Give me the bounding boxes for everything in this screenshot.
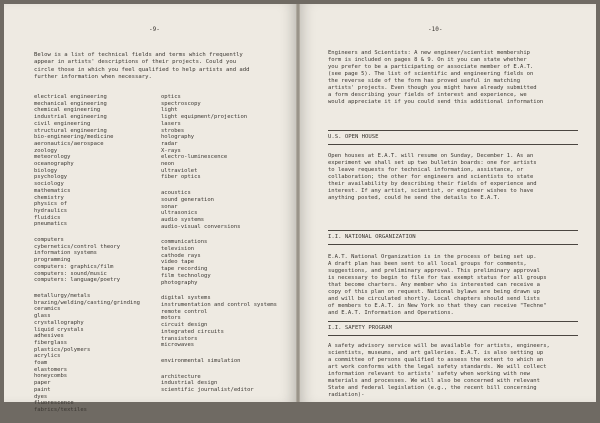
right-page (300, 4, 596, 402)
field-item[interactable]: biology (34, 167, 58, 174)
field-item[interactable]: bio-engineering/medicine (34, 134, 114, 141)
section-body: A safety advisory service will be available for artists, engineers, scientists, museums, and art galleries. E.A.T. is also setting up a committee of persons qualified to assess the extent to which an art work conforms with the legal safety standards. We will collect information relevant to artists' safety when working with new materials and processes. We will also be concerned with relevant State and federal legislation (e.g., the recent bill concerning radiation)- (328, 343, 550, 398)
field-item[interactable]: programming (34, 257, 71, 264)
field-item[interactable]: radar (161, 140, 178, 147)
field-item[interactable]: meteorology (34, 154, 71, 161)
field-item[interactable]: video tape (161, 259, 195, 266)
field-item[interactable]: film technology (161, 272, 211, 279)
field-item[interactable]: photography (161, 279, 198, 286)
field-item[interactable]: elastomers (34, 366, 68, 373)
field-group (161, 190, 286, 230)
section-divider (328, 335, 578, 336)
field-item[interactable]: acrylics (34, 353, 61, 360)
field-group (34, 293, 159, 414)
field-item[interactable]: electro-luminescence (161, 154, 228, 161)
field-item[interactable]: strobes (161, 127, 185, 134)
field-group (161, 239, 286, 286)
field-item[interactable]: spectroscopy (161, 100, 201, 107)
field-item[interactable]: architecture (161, 373, 201, 380)
field-item[interactable]: structural engineering (34, 127, 107, 134)
field-group (161, 94, 286, 181)
field-item[interactable]: television (161, 246, 195, 253)
section-title: I.I. SAFETY PROGRAM (328, 325, 392, 331)
section-divider (328, 230, 578, 231)
field-item[interactable]: dyes (34, 393, 48, 400)
field-item[interactable]: digital systems (161, 295, 211, 302)
field-item[interactable]: sonar (161, 203, 178, 210)
field-item[interactable]: optics (161, 94, 181, 100)
field-item[interactable]: integrated circuits (161, 328, 224, 335)
fields-column-2 (161, 94, 286, 403)
page-number: -10- (428, 26, 443, 33)
field-item[interactable]: paint (34, 386, 51, 393)
field-item[interactable]: computers: graphics/film (34, 263, 114, 270)
field-item[interactable]: psychology (34, 174, 68, 181)
field-item[interactable]: glass (34, 313, 51, 320)
field-item[interactable]: electrical engineering (34, 94, 107, 100)
field-item[interactable]: microwaves (161, 342, 195, 349)
field-item[interactable]: honeycombs (34, 373, 68, 380)
field-item[interactable]: foam (34, 360, 48, 367)
field-item[interactable]: fiberglass (34, 339, 68, 346)
field-item[interactable]: mathematics (34, 187, 71, 194)
field-item[interactable]: audio-visual conversions (161, 223, 241, 230)
field-item[interactable]: circuit design (161, 322, 208, 329)
field-item[interactable]: industrial engineering (34, 114, 107, 121)
field-item[interactable]: ceramics (34, 306, 61, 313)
field-item[interactable]: mechanical engineering (34, 100, 107, 107)
field-item[interactable]: chemistry (34, 194, 64, 201)
field-item[interactable]: computers: language/poetry (34, 277, 121, 284)
field-item[interactable]: remote control (161, 308, 208, 315)
field-item[interactable]: ultraviolet (161, 167, 198, 174)
field-group (34, 237, 159, 284)
section-divider (328, 144, 578, 145)
field-item[interactable]: metallurgy/metals (34, 292, 91, 299)
field-item[interactable]: sound generation (161, 196, 214, 203)
field-item[interactable]: civil engineering (34, 120, 91, 127)
field-group (161, 358, 286, 365)
section-divider (328, 244, 578, 245)
field-item[interactable]: oceanography (34, 161, 74, 168)
field-item[interactable]: paper (34, 380, 51, 387)
field-item[interactable]: computers (34, 237, 64, 244)
field-item[interactable]: hydraulics (34, 207, 68, 214)
page-number: -9- (149, 26, 160, 33)
field-item[interactable]: industrial design (161, 380, 218, 387)
field-item[interactable]: communications (161, 239, 208, 246)
field-item[interactable]: instrumentation and control systems (161, 301, 277, 308)
field-item[interactable]: scientific journalist/editor (161, 387, 254, 394)
field-item[interactable]: aeronautics/aerospace (34, 140, 104, 147)
field-group (161, 374, 286, 394)
field-item[interactable]: physics of (34, 201, 68, 208)
field-item[interactable]: cybernetics/control theory (34, 243, 121, 250)
field-item[interactable]: X-rays (161, 147, 181, 154)
field-item[interactable]: motors (161, 315, 181, 322)
field-item[interactable]: cathode rays (161, 252, 201, 259)
field-item[interactable]: neon (161, 161, 175, 168)
field-group (34, 94, 159, 228)
left-page (4, 4, 296, 413)
fields-column-1 (34, 94, 159, 423)
engineers-paragraph: Engineers and Scientists: A new engineer/scientist membership form is included on pages 8 & 9. On it you can state whether you prefer to be a participating or associate member of E.A.T. (see page 5). The list of scientific and engineering fields on the reverse side of the form has proved useful in matching artists' projects. Even though you might have already submitted a form describing your fields of interest and experience, we would appreciate it if you could send this additional information (328, 50, 544, 105)
section-body: Open houses at E.A.T. will resume on Sunday, December 1. As an experiment we shall set up two bulletin boards: one for artists to leave requests for technical information, assistance, or collaboration; the other for engineers and scientists to state their availability by describing their fields of experience and interest. If any artist, scientist, or engineer wishes to have anything posted, could he send the details to E.A.T. (328, 153, 537, 201)
field-item[interactable]: transistors (161, 335, 198, 342)
field-item[interactable]: plastics/polymers (34, 346, 91, 353)
intro-paragraph: Below is a list of technical fields and terms which frequently appear in artists' descriptions of their projects. Could you circle those in which you feel qualified to help artists and add further information when necessary. (34, 52, 250, 81)
field-group (161, 295, 286, 349)
field-item[interactable]: environmental simulation (161, 357, 241, 364)
field-item[interactable]: lasers (161, 120, 181, 127)
field-item[interactable]: chemical engineering (34, 107, 101, 114)
field-item[interactable]: sociology (34, 181, 64, 188)
section-title: I.I. NATIONAL ORGANIZATION (328, 234, 416, 240)
field-item[interactable]: zoology (34, 147, 58, 154)
field-item[interactable]: liquid crystals (34, 326, 84, 333)
section-body: E.A.T. National Organization is in the process of being set up. A draft plan has been sent to all local groups for comments, suggestions, and preliminary approval. This preliminary approval is necessary to begin to file for tax exempt status for all groups that become charters. Any member who is interested can receive a copy of this plan on request. National bylaws are being drawn up and will be circulated shortly. Local chapters should send lists of members to E.A.T. in New York so that they can receive "Techne" and E.A.T. Information and Operations. (328, 254, 547, 316)
field-item[interactable]: computers: sound/music (34, 270, 107, 277)
field-item[interactable]: fluorescence (34, 400, 74, 407)
field-item[interactable]: fiber optics (161, 174, 201, 181)
field-item[interactable]: light (161, 107, 178, 114)
field-item[interactable]: acoustics (161, 190, 191, 197)
field-item[interactable]: fabrics/textiles (34, 406, 87, 413)
field-item[interactable]: light equipment/projection (161, 114, 248, 121)
field-item[interactable]: pneumatics (34, 221, 68, 228)
field-item[interactable]: tape recording (161, 266, 208, 273)
section-divider (328, 321, 578, 322)
field-item[interactable]: audio systems (161, 216, 205, 223)
field-item[interactable]: adhesives (34, 333, 64, 340)
field-item[interactable]: holography (161, 134, 195, 141)
field-item[interactable]: information systems (34, 250, 97, 257)
section-title: U.S. OPEN HOUSE (328, 134, 379, 140)
section-divider (328, 130, 578, 131)
field-item[interactable]: brazing/welding/casting/grinding (34, 299, 140, 306)
field-item[interactable]: crystallography (34, 319, 84, 326)
field-item[interactable]: ultrasonics (161, 210, 198, 217)
field-item[interactable]: fluidics (34, 214, 61, 221)
